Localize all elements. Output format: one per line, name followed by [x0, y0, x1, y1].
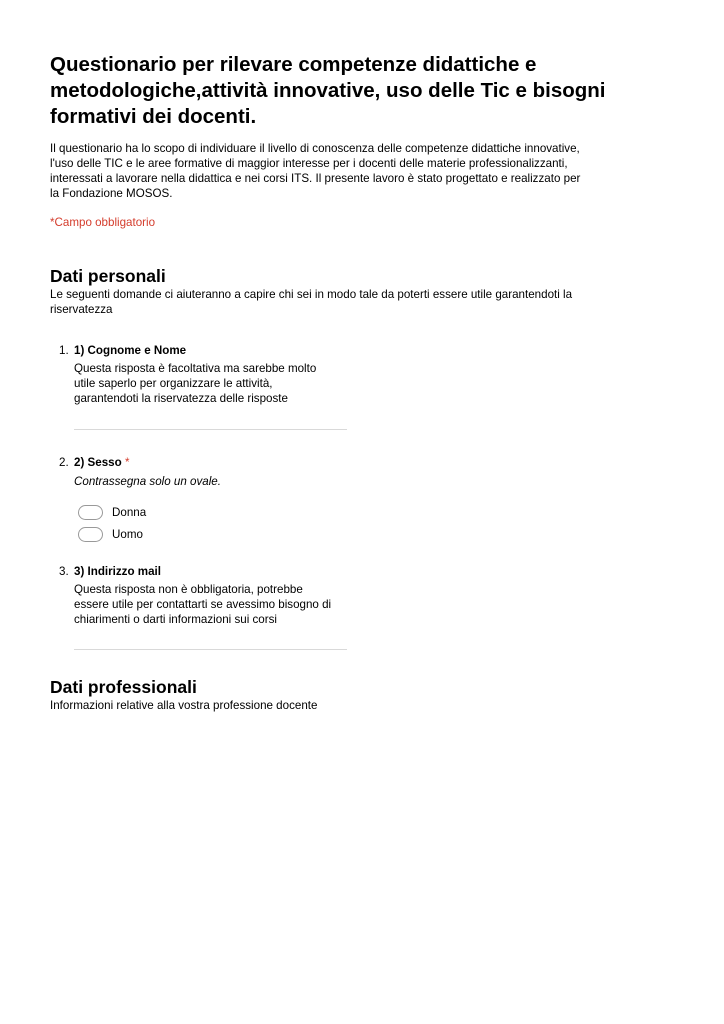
name-answer-field[interactable] [74, 429, 347, 430]
section-description-personal [50, 287, 620, 317]
required-asterisk: * [124, 456, 130, 469]
question-help [74, 582, 344, 627]
section-personal [50, 266, 620, 650]
question-label-text: 2) Sesso [74, 456, 122, 469]
form-title: Questionario per rilevare competenze didattiche e metodologiche,attività innovative, uso delle Tic e bisogni formativi dei docenti. [50, 53, 606, 128]
question-label: 1) Cognome e Nome [74, 344, 187, 357]
question-number: 2. [59, 456, 69, 469]
option-uomo[interactable] [78, 523, 620, 545]
question-label: 3) Indirizzo mail [74, 565, 161, 578]
form-description-line: l'uso delle TIC e le aree formative di maggior interesse per i docenti delle materie professionalizzanti, [50, 157, 568, 170]
question-sesso [50, 455, 620, 545]
question-help [74, 361, 344, 406]
section-description-line: riservatezza [50, 303, 113, 316]
section-description-professional: Informazioni relative alla vostra professione docente [50, 699, 318, 712]
question-help-line: utile saperlo per organizzare le attività, [74, 377, 273, 390]
section-title-personal: Dati personali [50, 266, 166, 286]
question-cognome-nome [50, 343, 620, 430]
form-page [50, 52, 620, 713]
email-answer-field[interactable] [74, 649, 347, 650]
question-indirizzo-mail [50, 564, 620, 650]
question-help-line: Questa risposta non è obbligatoria, potrebbe [74, 583, 303, 596]
oval-radio-uomo[interactable] [78, 527, 103, 542]
question-help-line: Questa risposta è facoltativa ma sarebbe molto [74, 362, 317, 375]
form-description-line: interessati a lavorare nella didattica e nei corsi ITS. Il presente lavoro è stato progettato e realizzato per [50, 172, 581, 185]
section-description-line: Le seguenti domande ci aiuteranno a capire chi sei in modo tale da poterti essere utile garantendoti la [50, 288, 573, 301]
form-description-line: Il questionario ha lo scopo di individuare il livello di conoscenza delle competenze didattiche innovative, [50, 142, 580, 155]
form-description [50, 141, 620, 201]
gender-options [74, 501, 620, 545]
oval-radio-donna[interactable] [78, 505, 103, 520]
option-label-donna: Donna [112, 505, 147, 519]
question-help-line: chiarimenti o darti informazioni sui corsi [74, 613, 277, 626]
section-title-professional: Dati professionali [50, 677, 197, 697]
option-donna[interactable] [78, 501, 620, 523]
form-description-line: la Fondazione MOSOS. [50, 187, 173, 200]
question-help: Contrassegna solo un ovale. [74, 475, 221, 488]
required-field-note: *Campo obbligatorio [50, 216, 156, 229]
question-number: 1. [59, 344, 69, 357]
option-label-uomo: Uomo [112, 527, 143, 541]
question-number: 3. [59, 565, 69, 578]
question-help-line: essere utile per contattarti se avessimo bisogno di [74, 598, 332, 611]
question-help-line: garantendoti la riservatezza delle risposte [74, 392, 288, 405]
question-label [74, 455, 620, 470]
section-professional [50, 677, 620, 713]
